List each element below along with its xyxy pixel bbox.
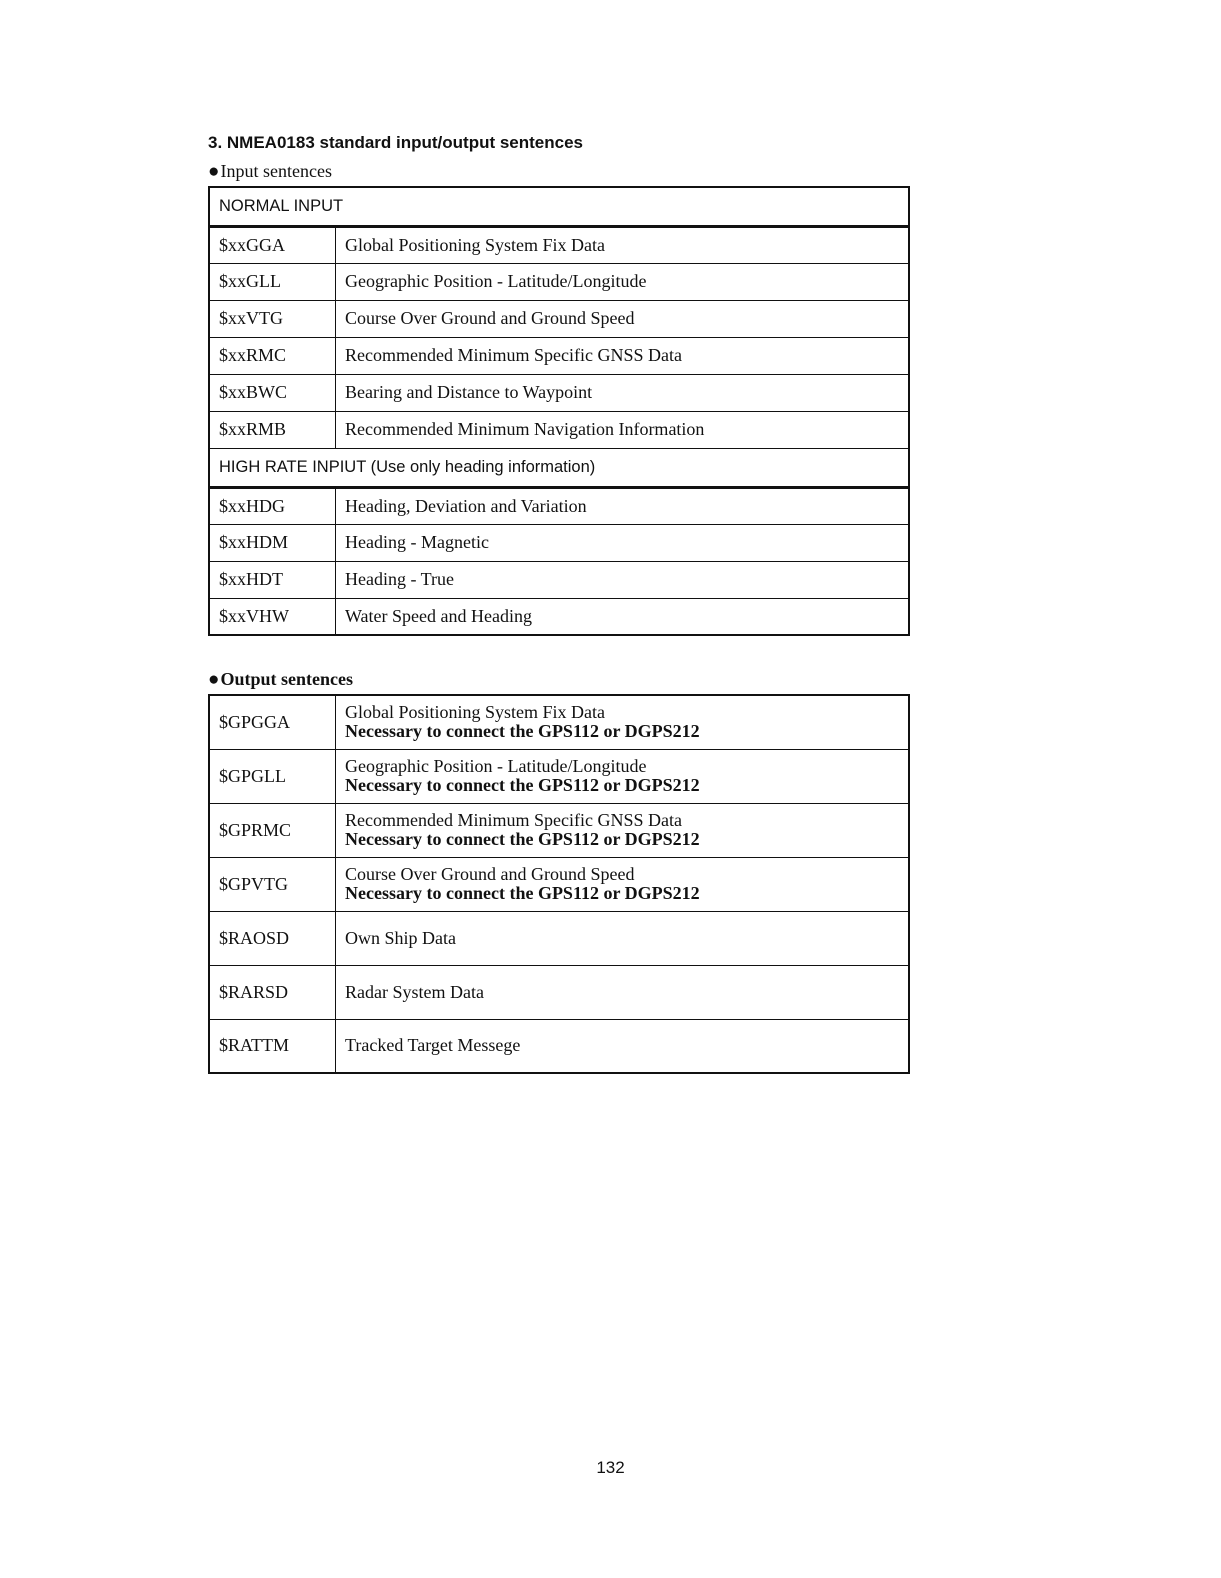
sentence-description: Geographic Position - Latitude/Longitude xyxy=(336,263,910,300)
table-row xyxy=(209,857,909,911)
sentence-code: $xxVTG xyxy=(209,300,336,337)
input-sentences-table xyxy=(208,186,910,636)
sentence-description-cell xyxy=(336,749,910,803)
sentence-description: Tracked Target Messege xyxy=(336,1019,910,1073)
table-row xyxy=(209,300,909,337)
sentence-description: Bearing and Distance to Waypoint xyxy=(336,374,910,411)
sentence-code: $GPGLL xyxy=(209,749,336,803)
bullet-icon: ● xyxy=(208,161,220,182)
sentence-code: $xxHDG xyxy=(209,487,336,524)
sentence-code: $GPVTG xyxy=(209,857,336,911)
sentence-code: $xxVHW xyxy=(209,598,336,635)
sentence-note: Necessary to connect the GPS112 or DGPS212 xyxy=(345,721,700,742)
sentence-code: $GPGGA xyxy=(209,695,336,749)
sentence-description-cell xyxy=(336,695,910,749)
sentence-code: $xxHDM xyxy=(209,524,336,561)
high-rate-input-header: HIGH RATE INPIUT (Use only heading information) xyxy=(209,448,909,487)
sentence-description: Heading, Deviation and Variation xyxy=(336,487,910,524)
sentence-code: $xxGGA xyxy=(209,226,336,263)
sentence-description: Course Over Ground and Ground Speed xyxy=(336,300,910,337)
table-row xyxy=(209,487,909,524)
input-subheading-label: Input sentences xyxy=(220,161,332,181)
sentence-description: Heading - True xyxy=(336,561,910,598)
output-sentences-table xyxy=(208,694,910,1074)
input-subheading xyxy=(208,161,332,183)
sentence-description: Recommended Minimum Specific GNSS Data xyxy=(345,810,682,830)
sentence-description-cell xyxy=(336,857,910,911)
table-row xyxy=(209,598,909,635)
bullet-icon: ● xyxy=(208,669,220,690)
output-subheading xyxy=(208,669,353,691)
sentence-code: $xxRMC xyxy=(209,337,336,374)
sentence-description: Geographic Position - Latitude/Longitude xyxy=(345,756,647,776)
table-row xyxy=(209,263,909,300)
sentence-code: $xxBWC xyxy=(209,374,336,411)
sentence-description: Global Positioning System Fix Data xyxy=(336,226,910,263)
table-row xyxy=(209,524,909,561)
sentence-description: Global Positioning System Fix Data xyxy=(345,702,606,723)
table-row xyxy=(209,1019,909,1073)
table-row xyxy=(209,411,909,448)
table-section-row xyxy=(209,187,909,226)
section-heading: 3. NMEA0183 standard input/output sentences xyxy=(208,133,584,152)
sentence-description: Own Ship Data xyxy=(336,911,910,965)
sentence-code: $xxGLL xyxy=(209,263,336,300)
table-row xyxy=(209,695,909,749)
sentence-description: Recommended Minimum Navigation Information xyxy=(336,411,910,448)
table-row xyxy=(209,226,909,263)
sentence-description-cell xyxy=(336,803,910,857)
sentence-note: Necessary to connect the GPS112 or DGPS212 xyxy=(345,775,700,795)
normal-input-header: NORMAL INPUT xyxy=(209,187,909,226)
table-section-row xyxy=(209,448,909,487)
sentence-note: Necessary to connect the GPS112 or DGPS212 xyxy=(345,883,700,903)
sentence-description: Water Speed and Heading xyxy=(336,598,910,635)
table-row xyxy=(209,965,909,1019)
sentence-description: Heading - Magnetic xyxy=(336,524,910,561)
table-row xyxy=(209,337,909,374)
table-row xyxy=(209,374,909,411)
sentence-description: Recommended Minimum Specific GNSS Data xyxy=(336,337,910,374)
sentence-code: $RAOSD xyxy=(209,911,336,965)
page-number: 132 xyxy=(596,1458,625,1477)
sentence-code: $RARSD xyxy=(209,965,336,1019)
sentence-code: $xxHDT xyxy=(209,561,336,598)
sentence-code: $xxRMB xyxy=(209,411,336,448)
table-row xyxy=(209,561,909,598)
table-row xyxy=(209,749,909,803)
sentence-code: $GPRMC xyxy=(209,803,336,857)
sentence-description: Course Over Ground and Ground Speed xyxy=(345,864,635,884)
sentence-note: Necessary to connect the GPS112 or DGPS212 xyxy=(345,829,700,849)
sentence-description: Radar System Data xyxy=(336,965,910,1019)
sentence-code: $RATTM xyxy=(209,1019,336,1073)
output-subheading-label: Output sentences xyxy=(220,669,353,689)
table-row xyxy=(209,911,909,965)
table-row xyxy=(209,803,909,857)
